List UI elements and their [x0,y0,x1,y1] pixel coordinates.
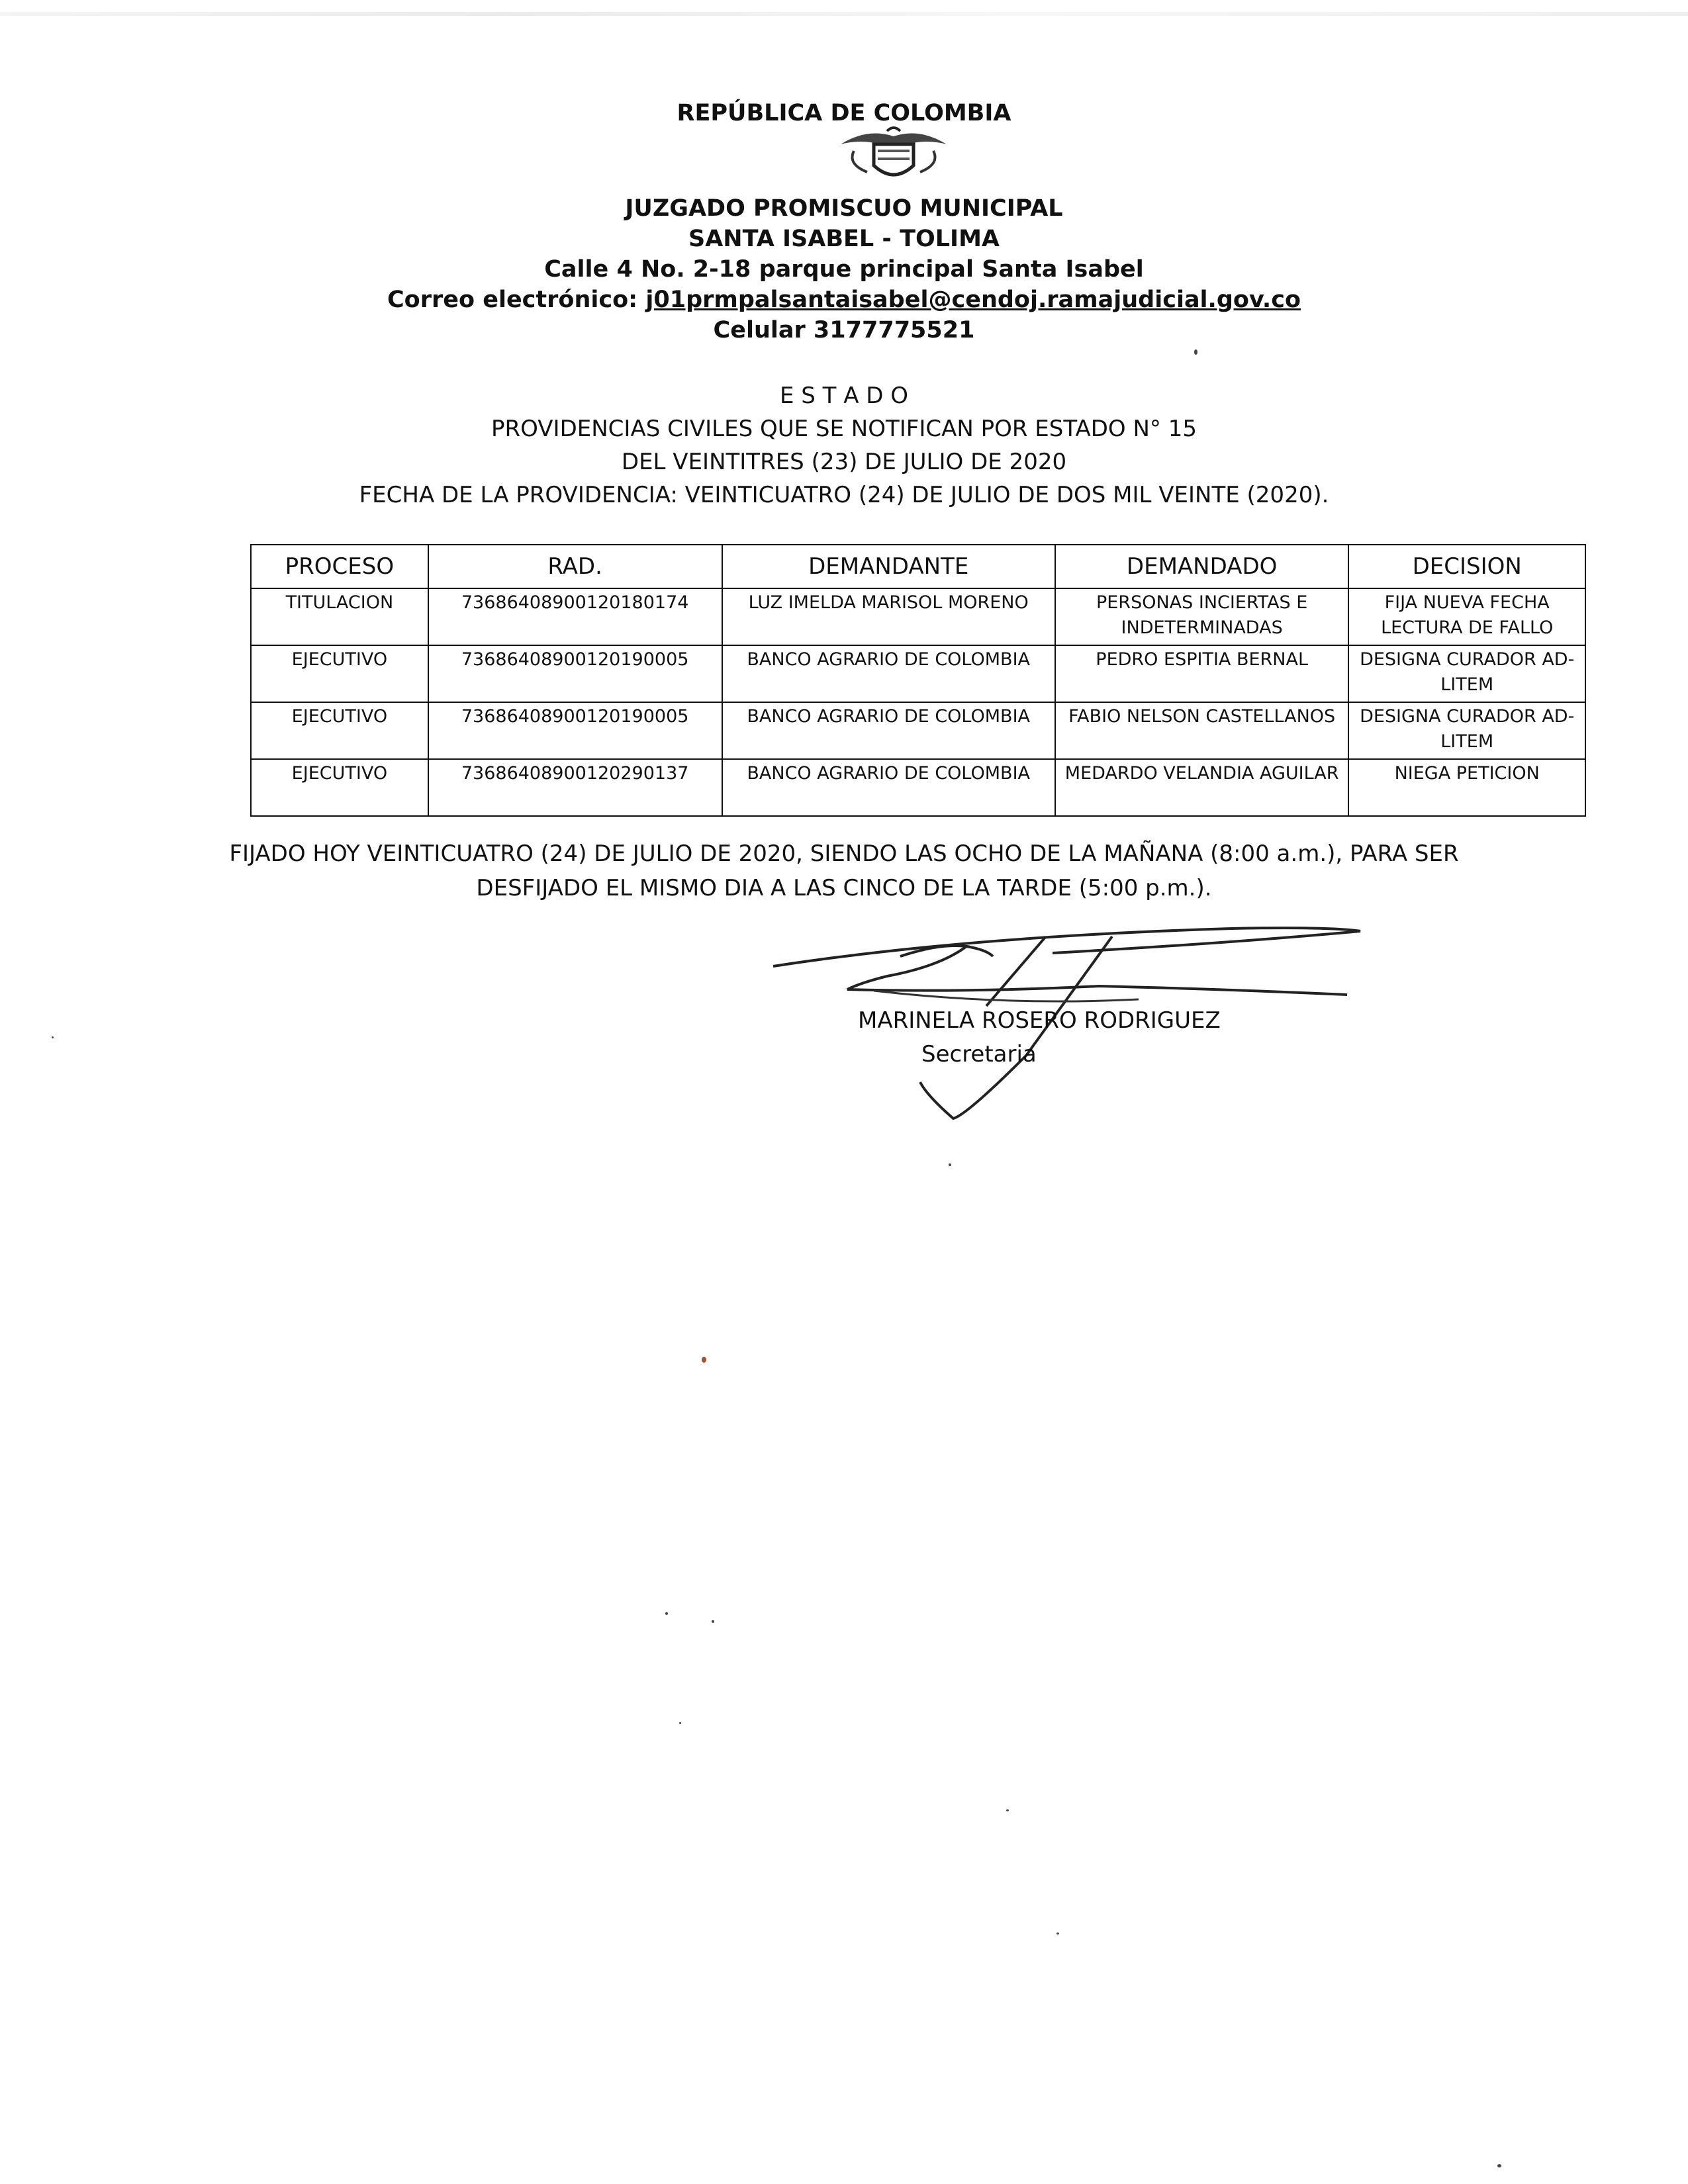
court-phone: Celular 3177775521 [713,317,975,343]
court-email-line [0,285,1688,315]
court-name: JUZGADO PROMISCUO MUNICIPAL [625,195,1063,222]
signer-role: Secretaria [921,1041,1037,1068]
cell-demandado: PERSONAS INCIERTAS E INDETERMINADAS [1055,588,1349,645]
cell-rad: 73686408900120290137 [428,759,722,816]
scan-speck [1006,1809,1009,1811]
email-label: Correo electrónico: [387,287,638,313]
table-row [251,645,1585,702]
posting-line-2: DESFIJADO EL MISMO DIA A LAS CINCO DE LA TARDE (5:00 p.m.). [476,875,1212,901]
notifications-table [250,544,1586,817]
cell-demandado: MEDARDO VELANDIA AGUILAR [1055,759,1349,816]
cell-proceso: EJECUTIVO [251,702,428,759]
notice-line-2: DEL VEINTITRES (23) DE JULIO DE 2020 [621,449,1067,475]
court-address: Calle 4 No. 2-18 parque principal Santa Isabel [544,256,1144,283]
table-row [251,588,1585,645]
notice-title: E S T A D O [779,383,909,409]
court-city: SANTA ISABEL - TOLIMA [688,226,1000,252]
scan-speck [1056,1933,1059,1934]
cell-decision: DESIGNA CURADOR AD-LITEM [1348,702,1585,759]
table-row [251,759,1585,816]
scan-speck [1497,2164,1501,2167]
cell-demandado: PEDRO ESPITIA BERNAL [1055,645,1349,702]
cell-rad: 73686408900120180174 [428,588,722,645]
notice-line-3: FECHA DE LA PROVIDENCIA: VEINTICUATRO (24) DE JULIO DE DOS MIL VEINTE (2020). [359,482,1329,508]
cell-proceso: EJECUTIVO [251,759,428,816]
scan-speck [665,1612,668,1615]
cell-decision: FIJA NUEVA FECHA LECTURA DE FALLO [1348,588,1585,645]
cell-proceso: EJECUTIVO [251,645,428,702]
cell-decision: NIEGA PETICION [1348,759,1585,816]
cell-demandante: BANCO AGRARIO DE COLOMBIA [722,702,1055,759]
cell-demandante: LUZ IMELDA MARISOL MORENO [722,588,1055,645]
cell-proceso: TITULACION [251,588,428,645]
scan-speck [679,1722,681,1724]
signer-name: MARINELA ROSERO RODRIGUEZ [858,1007,1221,1034]
scan-speck [712,1620,714,1623]
email-link[interactable]: j01prmpalsantaisabel@cendoj.ramajudicial.gov.co [645,287,1301,313]
coat-of-arms-icon [827,124,960,188]
col-header-proceso: PROCESO [251,545,428,588]
col-header-demandante: DEMANDANTE [722,545,1055,588]
scan-speck [52,1036,54,1038]
notice-line-1: PROVIDENCIAS CIVILES QUE SE NOTIFICAN POR ESTADO N° 15 [491,416,1197,442]
scan-edge-artifact [0,12,1688,16]
country-heading: REPÚBLICA DE COLOMBIA [677,100,1011,126]
table-header-row [251,545,1585,588]
cell-demandado: FABIO NELSON CASTELLANOS [1055,702,1349,759]
cell-rad: 73686408900120190005 [428,645,722,702]
col-header-demandado: DEMANDADO [1055,545,1349,588]
posting-line-1: FIJADO HOY VEINTICUATRO (24) DE JULIO DE 2020, SIENDO LAS OCHO DE LA MAÑANA (8:00 a.m.), PARA SER [229,841,1459,867]
cell-demandante: BANCO AGRARIO DE COLOMBIA [722,759,1055,816]
cell-demandante: BANCO AGRARIO DE COLOMBIA [722,645,1055,702]
scan-speck [702,1357,706,1363]
scan-speck [949,1163,951,1166]
col-header-rad: RAD. [428,545,722,588]
col-header-decision: DECISION [1348,545,1585,588]
cell-decision: DESIGNA CURADOR AD-LITEM [1348,645,1585,702]
cell-rad: 73686408900120190005 [428,702,722,759]
scan-speck [1194,349,1197,355]
table-row [251,702,1585,759]
